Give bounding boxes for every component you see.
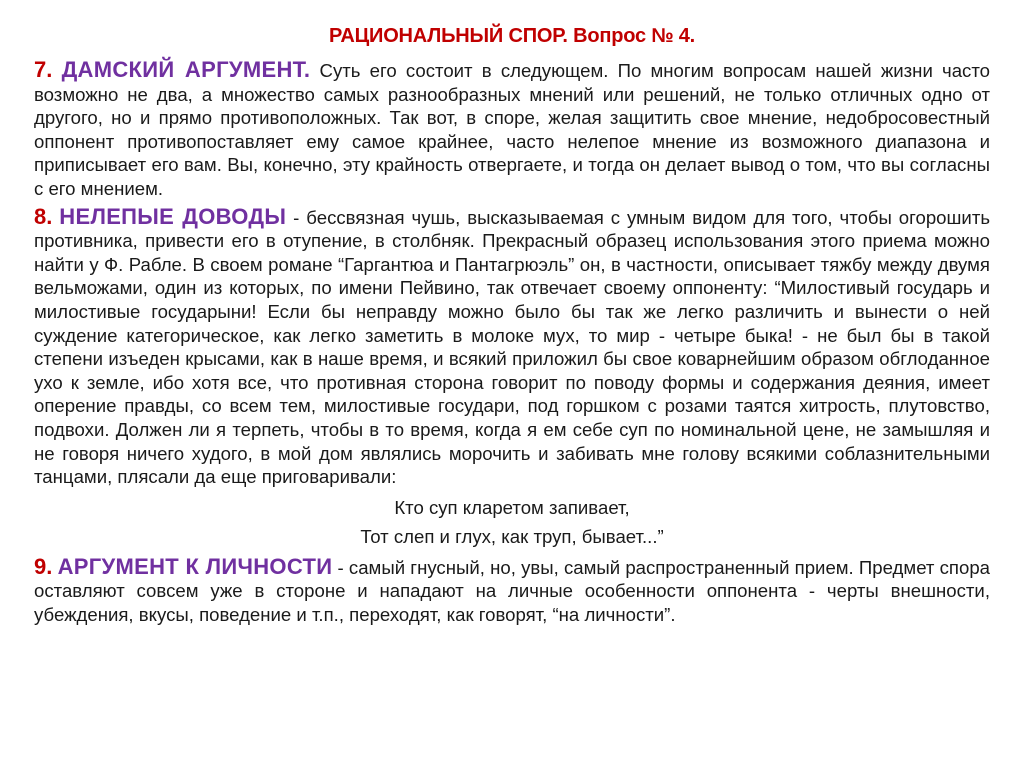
slide [34, 22, 990, 630]
poem-line-2: Тот слеп и глух, как труп, бывает...” [360, 525, 664, 547]
section-9 [34, 555, 990, 627]
poem-quote [34, 493, 990, 551]
slide-title: РАЦИОНАЛЬНЫЙ СПОР. Вопрос № 4. [328, 25, 695, 47]
section-7-term: ДАМСКИЙ АРГУМЕНТ. [61, 57, 311, 82]
section-7 [34, 58, 990, 201]
section-8-text: - бессвязная чушь, высказываемая с умным видом для того, чтобы огорошить противника, привести его в отупение, в столбняк. Прекрасный образец использования этого приема можно найти у Ф. Рабле. В своем романе “Гаргантюа и Пантагрюэль” он, в частности, описывает тяжбу между двумя вельможами, один из которых, по имени Пейвино, так отвечает своему оппоненту: “Милостивый государь и милостивые государыни! Если бы неправду можно было бы так же легко различить и вынести о ней суждение категорическое, как легко заметить в молоке мух, то мир - четыре быка! - не был бы в такой степени изъеден крысами, как в наше время, и всякий приложил бы свое коварнейшим образом обглоданное ухо к земле, ибо хотя все, что противная сторона говорит по поводу формы и содержания деяния, имеет оперение правды, со всем тем, милостивые государи, под горшком с розами таятся хитрость, плутовство, подвохи. Должен ли я терпеть, чтобы в то время, когда я ем себе суп по номинальной цене, не замышляя и не говоря ничего худого, в мой дом являлись морочить и забивать мне голову всякими соблазнительными танцами, плясали да еще приговаривали: [34, 206, 991, 488]
section-8-number: 8. [34, 203, 53, 229]
poem-line-1: Кто суп кларетом запивает, [394, 496, 630, 518]
section-8-term: НЕЛЕПЫЕ ДОВОДЫ [59, 203, 287, 229]
section-9-term: АРГУМЕНТ К ЛИЧНОСТИ [57, 553, 333, 579]
section-7-number: 7. [34, 57, 53, 82]
section-9-number: 9. [34, 553, 53, 579]
section-8 [34, 205, 990, 489]
section-9-text: - самый гнусный, но, увы, самый распространенный прием. Предмет спора оставляют совсем уже в стороне и нападают на личные особенности оппонента - черты внешности, убеждения, вкусы, поведение и т.п., переходят, как говорят, “на личности”. [34, 556, 991, 625]
section-7-text: Суть его состоит в следующем. По многим вопросам нашей жизни часто возможно не два, а множество самых разнообразных мнений или решений, не только отличных одно от другого, но и прямо противоположных. Так вот, в споре, желая защитить свое мнение, недобросовестный оппонент противопоставляет ему самое крайнее, часто нелепое мнение из возможного диапазона и приписывает его вам. Вы, конечно, эту крайность отвергаете, и тогда он делает вывод о том, что вы согласны с его мнением. [34, 60, 991, 199]
